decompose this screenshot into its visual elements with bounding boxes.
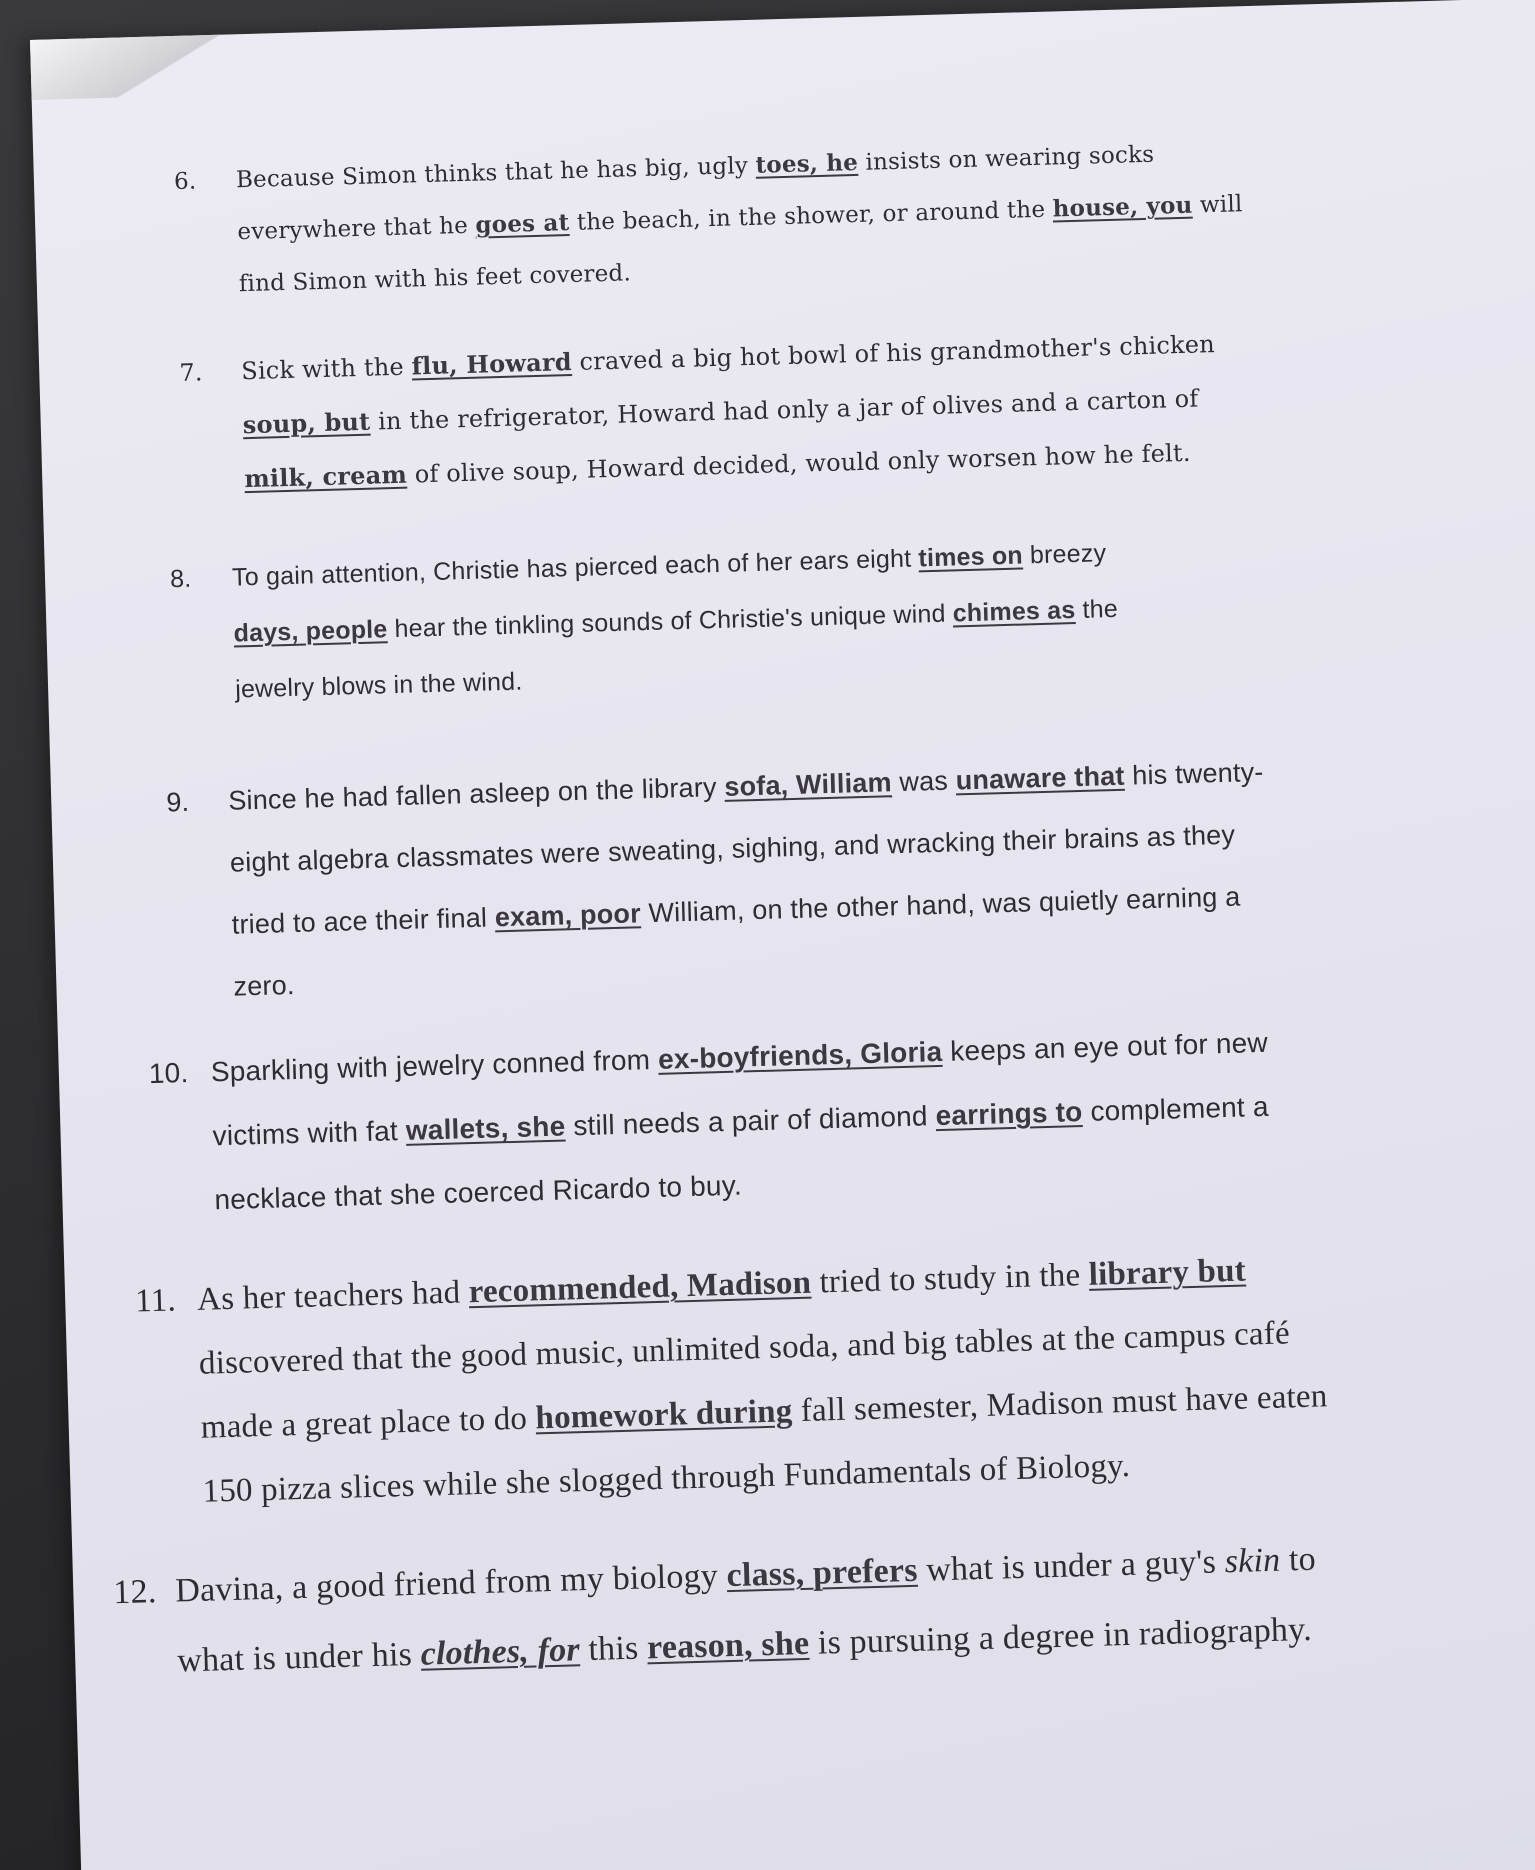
underlined-phrase: flu, Howard xyxy=(411,347,573,381)
text-segment: fall semester, Madison must have eaten xyxy=(791,1378,1328,1430)
text-segment: everywhere that he xyxy=(237,212,476,246)
text-segment: is pursuing a degree in radiography. xyxy=(808,1610,1313,1662)
underlined-phrase: clothes, for xyxy=(420,1631,581,1673)
text-segment: As her teachers had xyxy=(196,1274,470,1318)
text-segment: necklace that she coerced Ricardo to buy. xyxy=(214,1169,743,1216)
underlined-phrase: recommended, Madison xyxy=(468,1264,812,1311)
sentence-body xyxy=(227,741,1269,1018)
sentence-item xyxy=(148,1011,1272,1234)
text-segment: hear the tinkling sounds of Christie's unique wind xyxy=(387,599,954,644)
sentence-item xyxy=(165,741,1269,1020)
item-number: 6. xyxy=(173,168,197,196)
sentence-body xyxy=(235,126,1244,310)
underlined-phrase: times on xyxy=(918,541,1024,573)
text-segment: this xyxy=(579,1629,648,1669)
underlined-phrase: homework during xyxy=(535,1393,793,1437)
underlined-phrase: ex-boyfriends, Gloria xyxy=(657,1035,943,1075)
underlined-phrase: chimes as xyxy=(952,596,1076,628)
text-segment: complement a xyxy=(1082,1090,1270,1128)
text-segment: victims with fat xyxy=(212,1114,407,1152)
text-segment: made a great place to do xyxy=(200,1400,537,1446)
text-segment: what is under his xyxy=(176,1635,422,1680)
underlined-phrase: house, you xyxy=(1052,191,1193,223)
text-segment: was xyxy=(891,765,957,798)
item-number: 7. xyxy=(178,358,204,387)
text-segment: tried to ace their final xyxy=(231,902,496,940)
sentence-body xyxy=(210,1011,1272,1232)
underlined-phrase: milk, cream xyxy=(243,459,408,494)
text-segment: 150 pizza slices while she slogged through Fundamentals of Biology. xyxy=(202,1447,1131,1510)
text-segment: his twenty- xyxy=(1124,756,1264,791)
text-segment: zero. xyxy=(233,969,295,1002)
text-segment: the beach, in the shower, or around the xyxy=(569,196,1054,237)
text-segment: William, on the other hand, was quietly earning a xyxy=(640,881,1241,929)
item-number: 10. xyxy=(148,1056,189,1090)
sentence-body xyxy=(231,525,1120,718)
underlined-phrase: library but xyxy=(1088,1252,1247,1293)
text-segment: tried to study in the xyxy=(810,1256,1090,1301)
text-segment: keeps an eye out for new xyxy=(941,1026,1269,1067)
text-segment: to xyxy=(1279,1540,1317,1579)
text-segment: the xyxy=(1074,594,1119,625)
text-segment: eight algebra classmates were sweating, sighing, and wracking their brains as they xyxy=(229,819,1236,878)
underlined-phrase: exam, poor xyxy=(494,898,642,933)
text-segment: Sparkling with jewelry conned from xyxy=(210,1043,659,1088)
text-segment: discovered that the good music, unlimited soda, and big tables at the campus café xyxy=(198,1315,1291,1382)
text-segment: will xyxy=(1192,191,1243,219)
underlined-phrase: days, people xyxy=(233,615,388,648)
underlined-phrase: earrings to xyxy=(935,1096,1083,1132)
page-corner-fold xyxy=(30,34,242,100)
underlined-phrase: wallets, she xyxy=(405,1110,566,1146)
underlined-phrase: toes, he xyxy=(755,148,859,179)
item-number: 11. xyxy=(134,1282,177,1320)
underlined-phrase: sofa, William xyxy=(723,767,893,802)
underlined-phrase: unaware that xyxy=(955,760,1125,796)
underlined-phrase: soup, but xyxy=(242,406,371,440)
text-segment: Sick with the xyxy=(240,352,413,386)
sentence-body xyxy=(196,1236,1330,1523)
sentence-item xyxy=(173,126,1244,312)
text-segment: breezy xyxy=(1022,539,1107,570)
worksheet-page xyxy=(30,0,1535,1870)
item-number: 8. xyxy=(169,564,192,594)
item-number: 12. xyxy=(112,1573,157,1612)
text-segment: insists on wearing socks xyxy=(857,141,1155,176)
text-segment: Because Simon thinks that he has big, ugly xyxy=(235,152,756,194)
sentence-item xyxy=(179,317,1219,508)
text-segment: Since he had fallen asleep on the library xyxy=(227,771,725,816)
sentence-item xyxy=(112,1525,1318,1699)
underlined-phrase: goes at xyxy=(475,209,570,239)
sentence-body xyxy=(174,1525,1318,1697)
text-segment: jewelry blows in the wind. xyxy=(234,667,523,704)
text-segment: in the refrigerator, Howard had only a jar of olives and a carton of xyxy=(369,384,1199,436)
text-segment: what is under a guy's xyxy=(917,1543,1226,1589)
text-segment: find Simon with his feet covered. xyxy=(238,260,632,298)
text-segment: still needs a pair of diamond xyxy=(564,1100,937,1142)
underlined-phrase: reason, she xyxy=(646,1624,810,1667)
sentence-item xyxy=(134,1236,1330,1525)
text-segment: of olive soup, Howard decided, would only worsen how he felt. xyxy=(406,438,1191,489)
text-segment: craved a big hot bowl of his grandmother's chicken xyxy=(571,330,1216,376)
sentence-item xyxy=(169,525,1120,719)
underlined-phrase: class, prefers xyxy=(726,1551,919,1595)
text-segment: To gain attention, Christie has pierced each of her ears eight xyxy=(231,544,919,592)
sentence-body xyxy=(241,317,1219,506)
text-segment: skin xyxy=(1224,1541,1281,1581)
text-segment: Davina, a good friend from my biology xyxy=(174,1557,728,1610)
item-number: 9. xyxy=(165,786,190,818)
